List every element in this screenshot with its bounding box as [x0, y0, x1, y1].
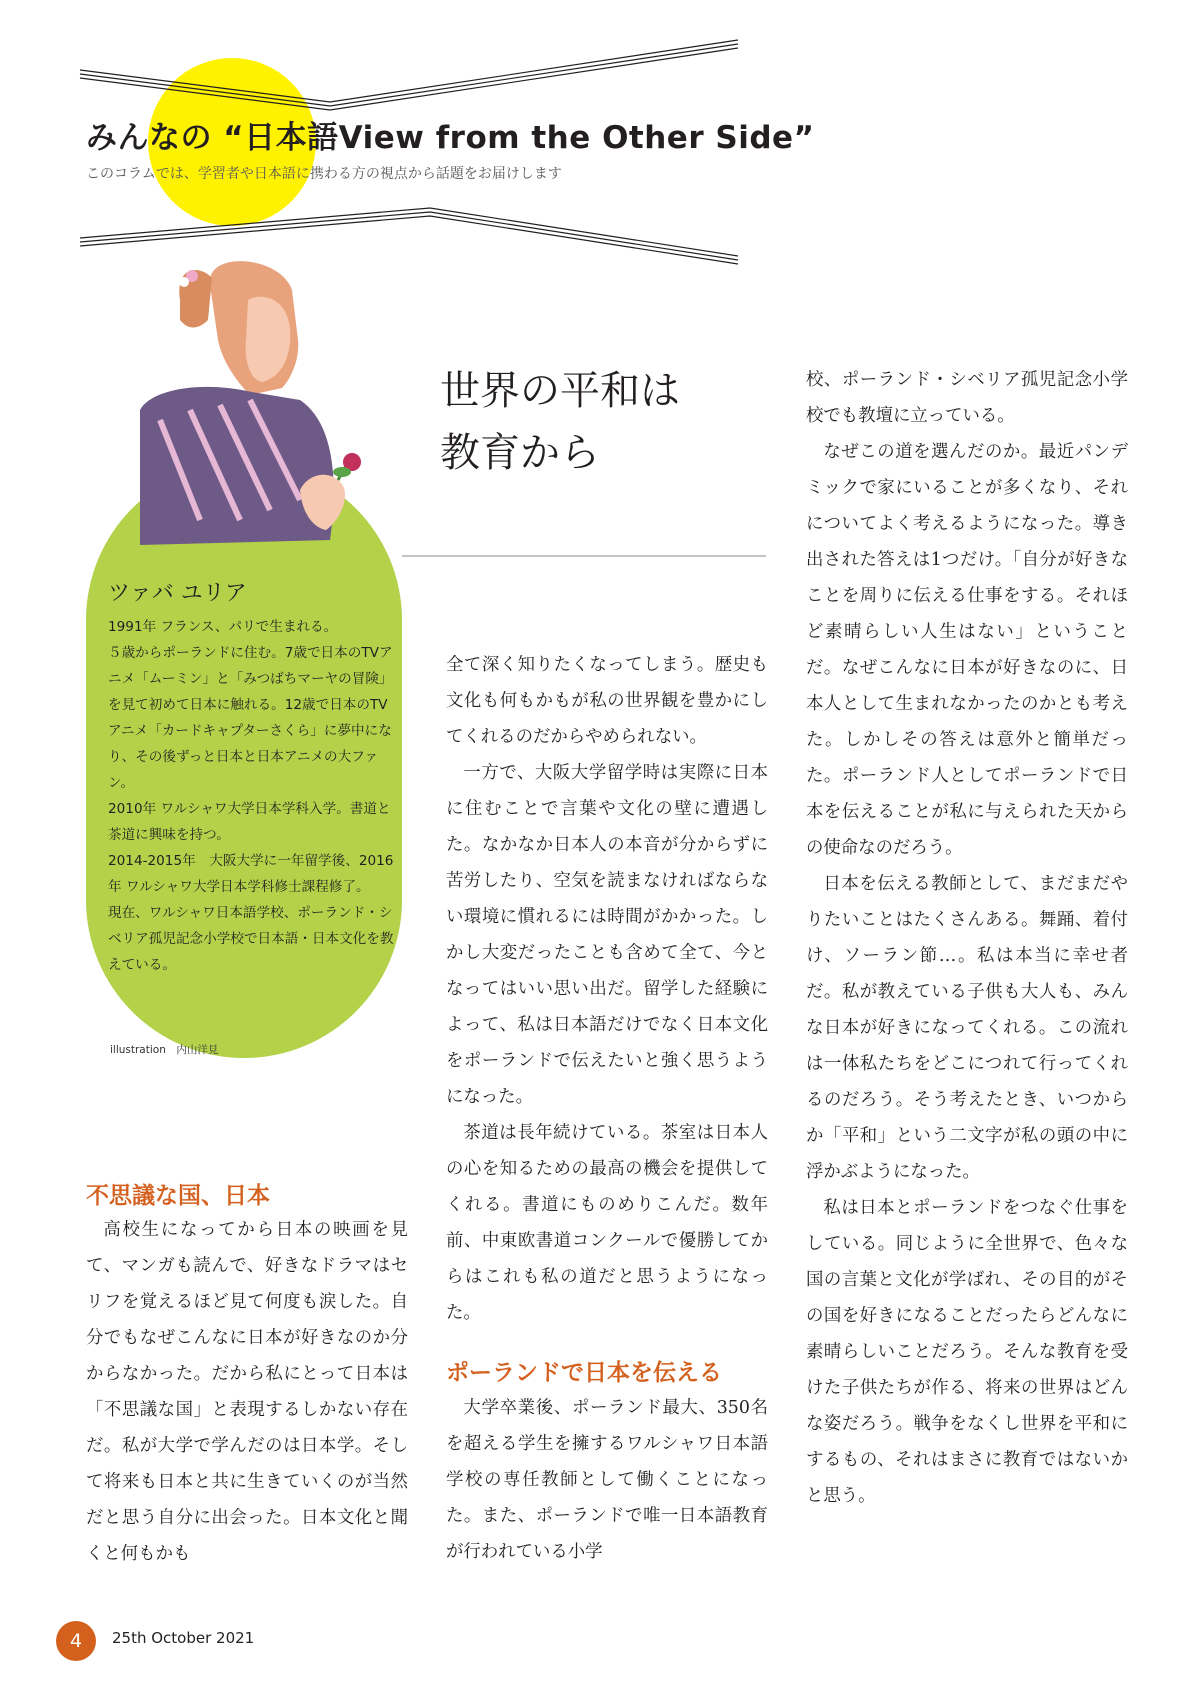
headline-line-1: 世界の平和は: [440, 368, 680, 414]
body-paragraph: 茶道は長年続けている。茶室は日本人の心を知るための最高の機会を提供してくれる。書道にものめりこんだ。数年前、中東欧書道コンクールで優勝してからはこれも私の道だと思うようになった。: [446, 1123, 768, 1323]
body-column-2-bottom: [446, 1390, 768, 1570]
body-column-3: [806, 362, 1128, 1514]
bio-line: 2010年 ワルシャワ大学日本学科入学。書道と茶道に興味を持つ。: [108, 801, 391, 843]
body-paragraph: 高校生になってから日本の映画を見て、マンガも読んで、好きなドラマはセリフを覚えるほど見て何度も涙した。自分でもなぜこんなに日本が好きなのか分からなかった。だから私にとって日本は「不思議な国」と表現するしかない存在だ。私が大学で学んだのは日本学。そして将来も日本と共に生きていくのが当然だと思う自分に出会った。日本文化と聞くと何もかも: [86, 1220, 408, 1564]
body-paragraph: 私は日本とポーランドをつなぐ仕事をしている。同じように全世界で、色々な国の言葉と文化が学ばれ、その目的がその国を好きになることだったらどんなに素晴らしいことだろう。そんな教育を受けた子供たちが作る、将来の世界はどんな姿だろう。戦争をなくし世界を平和にするもの、それはまさに教育ではないかと思う。: [806, 1198, 1128, 1506]
body-paragraph: 全て深く知りたくなってしまう。歴史も文化も何もかもが私の世界観を豊かにしてくれるのだからやめられない。: [446, 655, 768, 747]
body-paragraph: 日本を伝える教師として、まだまだやりたいことはたくさんある。舞踊、着付け、ソーラン節…。私は本当に幸せ者だ。私が教えている子供も大人も、みんな日本が好きになってくれる。この流れは一体私たちをどこにつれて行ってくれるのだろう。そう考えたとき、いつからか「平和」という二文字が私の頭の中に浮かぶようになった。: [806, 874, 1128, 1182]
article-headline: [440, 360, 740, 484]
body-paragraph: 大学卒業後、ポーランド最大、350名を超える学生を擁するワルシャワ日本語学校の専任教師として働くことになった。また、ポーランドで唯一日本語教育が行われている小学: [446, 1398, 768, 1562]
body-column-2-top: [446, 647, 768, 1331]
bio-line: 1991年 フランス、パリで生まれる。: [108, 619, 338, 635]
bio-line: 2014-2015年 大阪大学に一年留学後、2016年 ワルシャワ大学日本学科修士課程修了。: [108, 853, 394, 895]
body-column-1: [86, 1212, 408, 1572]
bio-line: 現在、ワルシャワ日本語学校、ポーランド・シベリア孤児記念小学校で日本語・日本文化を教えている。: [108, 905, 394, 973]
section-heading-2: ポーランドで日本を伝える: [446, 1360, 722, 1386]
column-subtitle: このコラムでは、学習者や日本語に携わる方の視点から話題をお届けします: [86, 166, 562, 182]
profile-bio: [108, 614, 398, 978]
header-bottom-zigzag: [80, 208, 738, 264]
page-number: 4: [56, 1621, 96, 1661]
body-paragraph: なぜこの道を選んだのか。最近パンデミックで家にいることが多くなり、それについてよく考えるようになった。導き出された答えは1つだけ。「自分が好きなことを周りに伝える仕事をする。それほど素晴らしい人生はない」ということだ。なぜこんなに日本が好きなのに、日本人として生まれなかったのかとも考えた。しかしその答えは意外と簡単だった。ポーランド人としてポーランドで日本を伝えることが私に与えられた天からの使命なのだろう。: [806, 442, 1128, 858]
bio-line: ５歳からポーランドに住む。7歳で日本のTVアニメ「ムーミン」と「みつばちマーヤの冒険」を見て初めて日本に触れる。12歳で日本のTVアニメ「カードキャプターさくら」に夢中になり、その後ずっと日本と日本アニメの大ファン。: [108, 645, 393, 791]
illustration-credit: illustration 内山洋見: [110, 1044, 219, 1056]
column-title: みんなの “日本語View from the Other Side”: [86, 120, 815, 156]
issue-date: 25th October 2021: [112, 1629, 255, 1647]
body-paragraph: 校、ポーランド・シベリア孤児記念小学校でも教壇に立っている。: [806, 370, 1128, 426]
section-heading-1: 不思議な国、日本: [86, 1183, 270, 1209]
profile-name: ツァバ ユリア: [108, 581, 247, 606]
body-paragraph: 一方で、大阪大学留学時は実際に日本に住むことで言葉や文化の壁に遭遇した。なかなか日本人の本音が分からずに苦労したり、空気を読まなければならない環境に慣れるには時間がかかった。しかし大変だったことも含めて全て、今となってはいい思い出だ。留学した経験によって、私は日本語だけでなく日本文化をポーランドで伝えたいと強く思うようになった。: [446, 763, 768, 1107]
headline-line-2: 教育から: [440, 430, 600, 476]
portrait-illustration: [140, 261, 361, 545]
